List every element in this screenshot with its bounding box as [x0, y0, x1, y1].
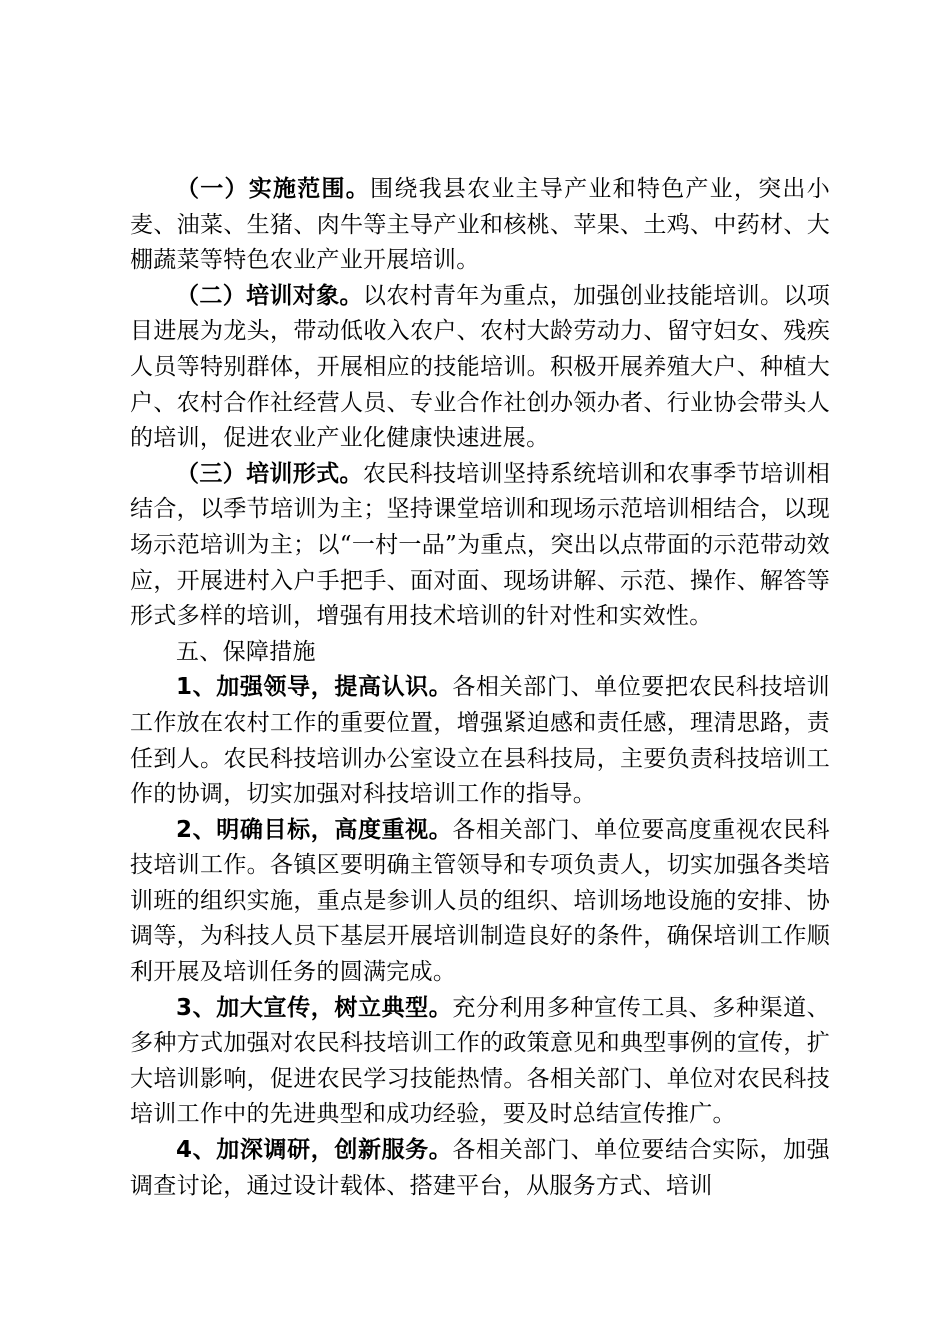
measure-goals — [130, 813, 830, 991]
paragraph-text: 农民科技培训坚持系统培训和农事季节培训相结合，以季节培训为主；坚持课堂培训和现场示范培训相结合，以现场示范培训为主；以“一村一品”为重点，突出以点带面的示范带动效应，开展进村入户手把手、面对面、现场讲解、示范、操作、解答等形式多样的培训，增强有用技术培训的针对性和实效性。 — [130, 460, 830, 630]
measure-leadership — [130, 670, 830, 812]
measure-text: 充分利用多种宣传工具、多种渠道、多种方式加强对农民科技培训工作的政策意见和典型事例的宣传，扩大培训影响，促进农民学习技能热情。各相关部门、单位对农民科技培训工作中的先进典型和成功经验，要及时总结宣传推广。 — [130, 994, 830, 1128]
measure-lead: 2、明确目标，高度重视。 — [176, 816, 453, 843]
paragraph-lead: （一）实施范围。 — [176, 176, 371, 202]
section-heading: 五、保障措施 — [176, 638, 316, 665]
measure-text: 各相关部门、单位要结合实际，加强调查讨论，通过设计载体、搭建平台，从服务方式、培训 — [130, 1137, 830, 1199]
measure-text: 各相关部门、单位要高度重视农民科技培训工作。各镇区要明确主管领导和专项负责人，切实加强各类培训班的组织实施，重点是参训人员的组织、培训场地设施的安排、协调等，为科技人员下基层开展培训制造良好的条件，确保培训工作顺利开展及培训任务的圆满完成。 — [130, 816, 830, 986]
paragraph-lead: （二）培训对象。 — [176, 282, 363, 309]
document-body — [130, 172, 830, 1204]
measure-lead: 4、加深调研，创新服务。 — [176, 1137, 453, 1164]
measure-text: 各相关部门、单位要把农民科技培训工作放在农村工作的重要位置，增强紧迫感和责任感，理清思路，责任到人。农民科技培训办公室设立在县科技局，主要负责科技培训工作的协调，切实加强对科技培训工作的指导。 — [130, 674, 830, 808]
paragraph-text: 围绕我县农业主导产业和特色产业，突出小麦、油菜、生猪、肉牛等主导产业和核桃、苹果、土鸡、中药材、大棚蔬菜等特色农业产业开展培训。 — [130, 176, 830, 274]
measure-publicity — [130, 991, 830, 1133]
paragraph-text: 以农村青年为重点，加强创业技能培训。以项目进展为龙头，带动低收入农户、农村大龄劳动力、留守妇女、残疾人员等特别群体，开展相应的技能培训。积极开展养殖大户、种植大户、农村合作社经营人员、专业合作社创办领办者、行业协会带头人的培训，促进农业产业化健康快速进展。 — [130, 282, 830, 452]
measure-lead: 1、加强领导，提高认识。 — [176, 674, 453, 701]
paragraph-scope — [130, 172, 830, 279]
paragraph-format — [130, 457, 830, 635]
measure-research — [130, 1133, 830, 1204]
measure-lead: 3、加大宣传，树立典型。 — [176, 994, 453, 1021]
paragraph-target — [130, 279, 830, 457]
paragraph-lead: （三）培训形式。 — [176, 460, 363, 487]
